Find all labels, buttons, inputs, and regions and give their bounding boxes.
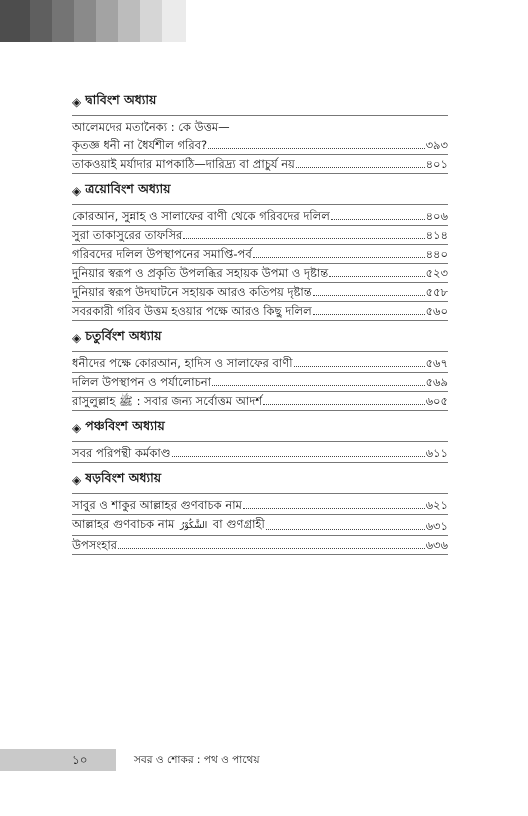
shade-swatch (52, 0, 74, 42)
toc-entry-title: সুরা তাকাসুরের তাফসির (72, 228, 183, 242)
toc-entry-page: ৫২৩ (425, 266, 448, 280)
chapter-heading (72, 328, 448, 352)
toc-entry-title: দুনিয়ার স্বরূপ উদঘাটনে সহায়ক আরও কতিপয় দৃষ্টান্ত (72, 285, 312, 299)
diamond-bullet-icon: ◈ (72, 184, 82, 198)
diamond-bullet-icon: ◈ (72, 421, 82, 435)
dot-leader (253, 257, 425, 258)
toc-entry-title: সাবুর ও শাকুর আল্লাহর গুণবাচক নাম (72, 498, 242, 512)
dot-leader (208, 148, 424, 149)
toc-entry-page: ৪০৬ (425, 209, 448, 223)
toc-entry-title-part: বা গুণগ্রাহী (212, 517, 265, 531)
toc-entry-page: ৬০৫ (425, 394, 448, 408)
toc-entry-title-part: আল্লাহর গুণবাচক নাম (72, 517, 175, 531)
dot-leader (313, 295, 425, 296)
shade-swatch (118, 0, 140, 42)
page-footer (0, 749, 528, 771)
toc-entry-title: দলিল উপস্থাপন ও পর্যালোচনা (72, 375, 211, 389)
dot-leader (118, 548, 425, 549)
dot-leader (313, 314, 425, 315)
chapter-title: চতুর্বিংশ অধ্যায় (85, 328, 162, 343)
toc-entry[interactable] (72, 354, 448, 373)
toc-entry-page: ৫৬০ (425, 304, 448, 318)
toc-entry-page: ৫৬৭ (425, 356, 448, 370)
chapter-heading (72, 181, 448, 205)
toc-entry-title: ধনীদের পক্ষে কোরআন, হাদিস ও সালাফের বাণী (72, 356, 293, 370)
shade-swatch (74, 0, 96, 42)
dot-leader (263, 404, 425, 405)
dot-leader (329, 276, 424, 277)
toc-entry[interactable] (72, 302, 448, 321)
shade-swatch (0, 0, 30, 42)
toc-entry[interactable] (72, 444, 448, 463)
table-of-contents (72, 92, 448, 562)
toc-entry[interactable] (72, 207, 448, 226)
toc-section (72, 328, 448, 411)
chapter-heading (72, 92, 448, 116)
diamond-bullet-icon: ◈ (72, 331, 82, 345)
dot-leader (243, 508, 425, 509)
dot-leader (183, 238, 424, 239)
dot-leader (296, 167, 425, 168)
toc-entry-title: কোরআন, সুন্নাহ ও সালাফের বাণী থেকে গরিবদের দলিল (72, 209, 330, 223)
toc-entry-page: ৬৩৬ (425, 538, 448, 552)
toc-entry[interactable] (72, 226, 448, 245)
toc-section (72, 92, 448, 174)
shade-swatch (30, 0, 52, 42)
toc-section (72, 470, 448, 555)
toc-entry-title: রাসুলুল্লাহ ﷺ : সবার জন্য সর্বোত্তম আদর্শ (72, 394, 263, 408)
book-title: সবর ও শোকর : পথ ও পাথেয় (134, 754, 260, 766)
toc-entry-page: ৫৫৮ (425, 285, 448, 299)
toc-entry-page: ৪১৪ (425, 228, 448, 242)
chapter-title: পঞ্চবিংশ অধ্যায় (85, 418, 165, 433)
toc-entry-page: ৩৯৩ (425, 138, 448, 152)
toc-entry-page: ৬১১ (425, 446, 448, 460)
toc-entry-page: ৪৪০ (425, 247, 448, 261)
toc-entry[interactable] (72, 496, 448, 515)
toc-entry[interactable] (72, 283, 448, 302)
toc-entry[interactable] (72, 536, 448, 555)
shade-swatch (162, 0, 186, 42)
toc-entry-title: সবরকারী গরিব উত্তম হওয়ার পক্ষে আরও কিছু দলিল (72, 304, 312, 318)
toc-entry-page: ৬৩১ (425, 519, 448, 533)
toc-section (72, 181, 448, 321)
toc-entry-page: ৬২১ (425, 498, 448, 512)
toc-entry[interactable] (72, 392, 448, 411)
toc-entry[interactable] (72, 136, 448, 155)
toc-entry-page: ৪০১ (425, 157, 448, 171)
dot-leader (266, 529, 425, 530)
toc-entry[interactable] (72, 515, 448, 536)
toc-entry[interactable] (72, 155, 448, 174)
diamond-bullet-icon: ◈ (72, 473, 82, 487)
toc-entry-title: তাকওয়াই মর্যাদার মাপকাঠি—দারিদ্র্য বা প্রাচুর্য নয় (72, 157, 295, 171)
chapter-title: দ্বাবিংশ অধ্যায় (85, 92, 157, 107)
toc-entry-title (72, 515, 265, 535)
arabic-ligature: الشَّكُوْرُ (180, 521, 208, 531)
page-number: ১০ (72, 753, 88, 767)
chapter-heading (72, 418, 448, 442)
chapter-title: ষড়বিংশ অধ্যায় (85, 470, 162, 485)
shade-swatch (140, 0, 162, 42)
toc-section (72, 418, 448, 463)
dot-leader (212, 385, 425, 386)
toc-entry[interactable] (72, 264, 448, 283)
toc-entry-page: ৫৬৯ (425, 375, 448, 389)
toc-entry[interactable] (72, 373, 448, 392)
diamond-bullet-icon: ◈ (72, 95, 82, 109)
dot-leader (294, 366, 425, 367)
dot-leader (172, 456, 425, 457)
shade-swatch (96, 0, 118, 42)
page-number-box (0, 749, 116, 771)
toc-entry-title: সবর পরিপন্থী কর্মকাণ্ড (72, 446, 171, 460)
toc-entry-title: উপসংহার (72, 538, 118, 552)
chapter-title: ত্রয়োবিংশ অধ্যায় (85, 181, 171, 196)
toc-entry-title: দুনিয়ার স্বরূপ ও প্রকৃতি উপলব্ধির সহায়ক উপমা ও দৃষ্টান্ত (72, 266, 329, 280)
toc-entry-title: কৃতজ্ঞ ধনী না ধৈর্যশীল গরিব? (72, 138, 208, 152)
chapter-heading (72, 470, 448, 494)
toc-lead-text: আলেমদের মতানৈক্য : কে উত্তম— (72, 120, 230, 134)
toc-entry-title: গরিবদের দলিল উপস্থাপনের সমাপ্তি-পর্ব (72, 247, 252, 261)
toc-entry[interactable] (72, 245, 448, 264)
dot-leader (331, 219, 425, 220)
header-shade-bar (0, 0, 186, 42)
